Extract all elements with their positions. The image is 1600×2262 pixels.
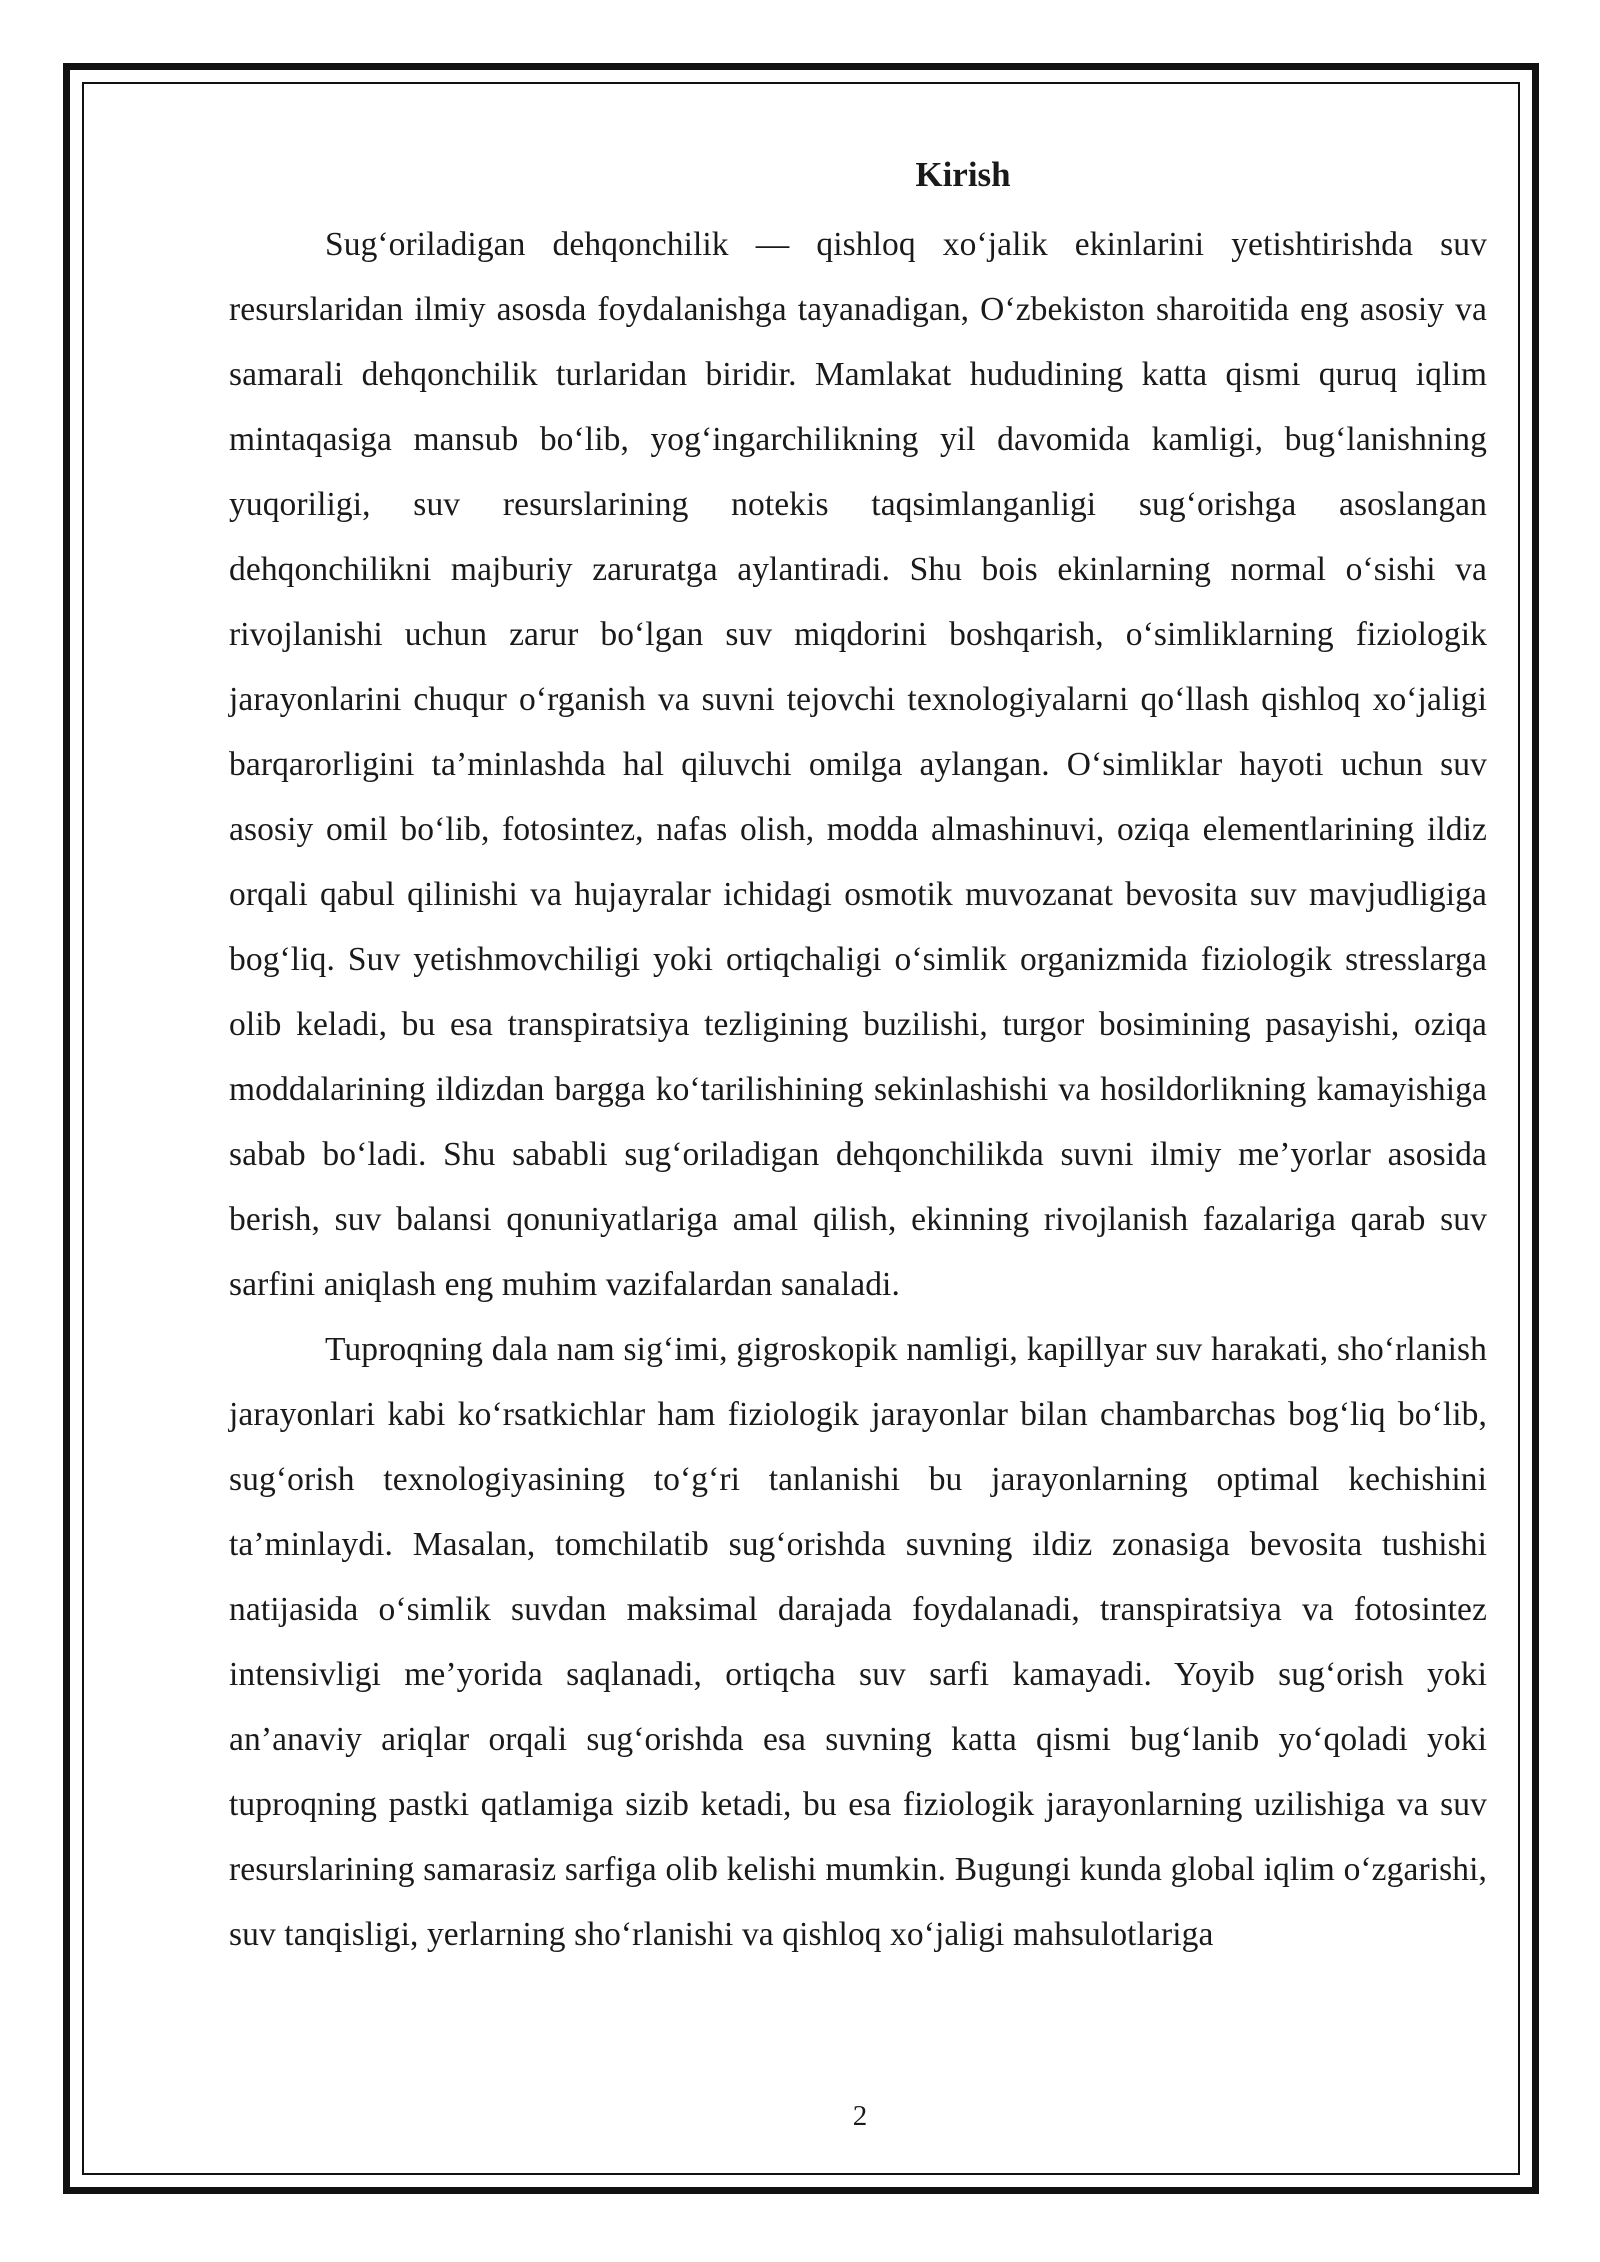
paragraph-1: Sug‘oriladigan dehqonchilik — qishloq xo‘jalik ekinlarini yetishtirishda suv resurslaridan ilmiy asosda foydalanishga tayanadigan, O‘zbekiston sharoitida eng asosiy va samarali dehqonchilik turlaridan biridir. Mamlakat hududining katta qismi quruq iqlim mintaqasiga mansub bo‘lib, yog‘ingarchilikning yil davomida kamligi, bug‘lanishning yuqoriligi, suv resurslarining notekis taqsimlanganligi sug‘orishga asoslangan dehqonchilikni majburiy zaruratga aylantiradi. Shu bois ekinlarning normal o‘sishi va rivojlanishi uchun zarur bo‘lgan suv miqdorini boshqarish, o‘simliklarning fiziologik jarayonlarini chuqur o‘rganish va suvni tejovchi texnologiyalarni qo‘llash qishloq xo‘jaligi barqarorligini ta’minlashda hal qiluvchi omilga aylangan. O‘simliklar hayoti uchun suv asosiy omil bo‘lib, fotosintez, nafas olish, modda almashinuvi, oziqa elementlarining ildiz orqali qabul qilinishi va hujayralar ichidagi osmotik muvozanat bevosita suv mavjudligiga bog‘liq. Suv yetishmovchiligi yoki ortiqchaligi o‘simlik organizmida fiziologik stresslarga olib keladi, bu esa transpiratsiya tezligining buzilishi, turgor bosimining pasayishi, oziqa moddalarining ildizdan barggа ko‘tarilishining sekinlashishi va hosildorlikning kamayishiga sabab bo‘ladi. Shu sababli sug‘oriladigan dehqonchilikda suvni ilmiy me’yorlar asosida berish, suv balansi qonuniyatlariga amal qilish, ekinning rivojlanish fazalariga qarab suv sarfini aniqlash eng muhim vazifalardan sanaladi.	[229, 226, 1487, 1303]
page-number: 2	[852, 2100, 868, 2132]
paragraph-2: Tuproqning dala nam sig‘imi, gigroskopik namligi, kapillyar suv harakati, sho‘rlanish jarayonlari kabi ko‘rsatkichlar ham fiziologik jarayonlar bilan chambarchas bog‘liq bo‘lib, sug‘orish texnologiyasining to‘g‘ri tanlanishi bu jarayonlarning optimal kechishini ta’minlaydi. Masalan, tomchilatib sug‘orishda suvning ildiz zonasiga bevosita tushishi natijasida o‘simlik suvdan maksimal darajada foydalanadi, transpiratsiya va fotosintez intensivligi me’yorida saqlanadi, ortiqcha suv sarfi kamayadi. Yoyib sug‘orish yoki an’anaviy ariqlar orqali sug‘orishda esa suvning katta qismi bug‘lanib yo‘qoladi yoki tuproqning pastki qatlamiga sizib ketadi, bu esa fiziologik jarayonlarning uzilishiga va suv resurslarining samarasiz sarfiga olib kelishi mumkin. Bugungi kunda global iqlim o‘zgarishi, suv tanqisligi, yerlarning sho‘rlanishi va qishloq xo‘jaligi mahsulotlariga	[229, 1331, 1487, 1953]
document-body	[229, 148, 1487, 1967]
section-title: Kirish	[915, 155, 1011, 194]
